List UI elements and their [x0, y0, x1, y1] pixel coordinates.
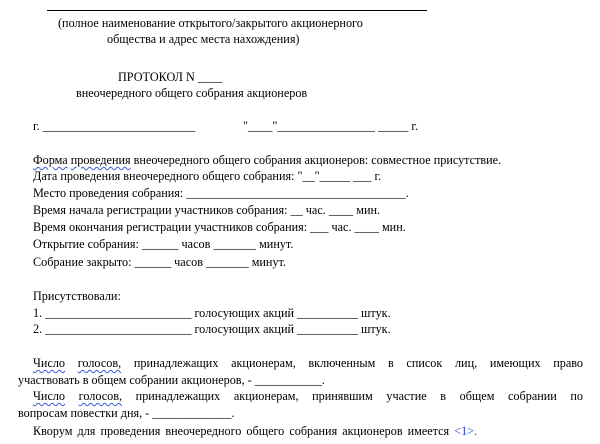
participating-votes-paragraph-line1 — [33, 389, 583, 404]
org-name-caption-line1: (полное наименование открытого/закрытого акционерного — [58, 16, 363, 30]
quorum-text: Кворум для проведения внеочередного общего собрания акционеров имеется — [33, 424, 450, 438]
org-name-caption-line2: общества и адрес места нахождения) — [107, 32, 300, 46]
meeting-opening-line: Открытие собрания: ______ часов _______ минут. — [33, 237, 294, 251]
participating-votes-word2: голосов, — [78, 389, 123, 403]
meeting-form-line — [33, 153, 501, 168]
registration-start-line: Время начала регистрации участников собрания: __ час. ____ мин. — [33, 203, 381, 217]
attendance-heading: Присутствовали: — [33, 289, 121, 303]
date-field: "____"________________ _____ г. — [243, 119, 419, 133]
form-label-word2: проведения — [70, 153, 131, 167]
org-name-blank-line — [47, 10, 427, 11]
eligible-votes-word1: Число — [33, 356, 66, 370]
protocol-subtitle: внеочередного общего собрания акционеров — [76, 86, 308, 100]
participating-votes-word1: Число — [33, 389, 66, 403]
meeting-venue-line: Место проведения собрания: ____________________________________. — [33, 186, 409, 200]
eligible-votes-paragraph-line2: участвовать в общем собрании акционеров, - ___________. — [18, 373, 325, 387]
participating-votes-paragraph-line2: вопросам повестки дня, - _____________. — [18, 406, 235, 420]
protocol-title: ПРОТОКОЛ N ____ — [118, 70, 223, 84]
meeting-closing-line: Собрание закрыто: ______ часов _______ минут. — [33, 255, 287, 269]
footnote-link[interactable]: <1>. — [454, 424, 478, 438]
quorum-line — [33, 424, 477, 439]
attendance-row-1: 1. ________________________ голосующих акций __________ штук. — [33, 306, 391, 320]
eligible-votes-word2: голосов, — [77, 356, 122, 370]
eligible-votes-paragraph-line1 — [33, 356, 583, 371]
eligible-votes-rest: принадлежащих акционерам, включенным в список лиц, имеющих право — [133, 356, 584, 370]
participating-votes-rest: принадлежащих акционерам, принявшим участие в общем собрании по — [135, 389, 584, 403]
registration-end-line: Время окончания регистрации участников собрания: ___ час. ____ мин. — [33, 220, 406, 234]
attendance-row-2: 2. ________________________ голосующих акций __________ штук. — [33, 322, 391, 336]
city-field: г. _________________________ — [33, 119, 196, 133]
form-label-word: Форма — [33, 153, 68, 167]
meeting-date-line: Дата проведения внеочередного общего собрания: "__"_____ ___ г. — [33, 169, 382, 183]
form-label-rest: внеочередного общего собрания акционеров: совместное присутствие. — [130, 153, 502, 167]
